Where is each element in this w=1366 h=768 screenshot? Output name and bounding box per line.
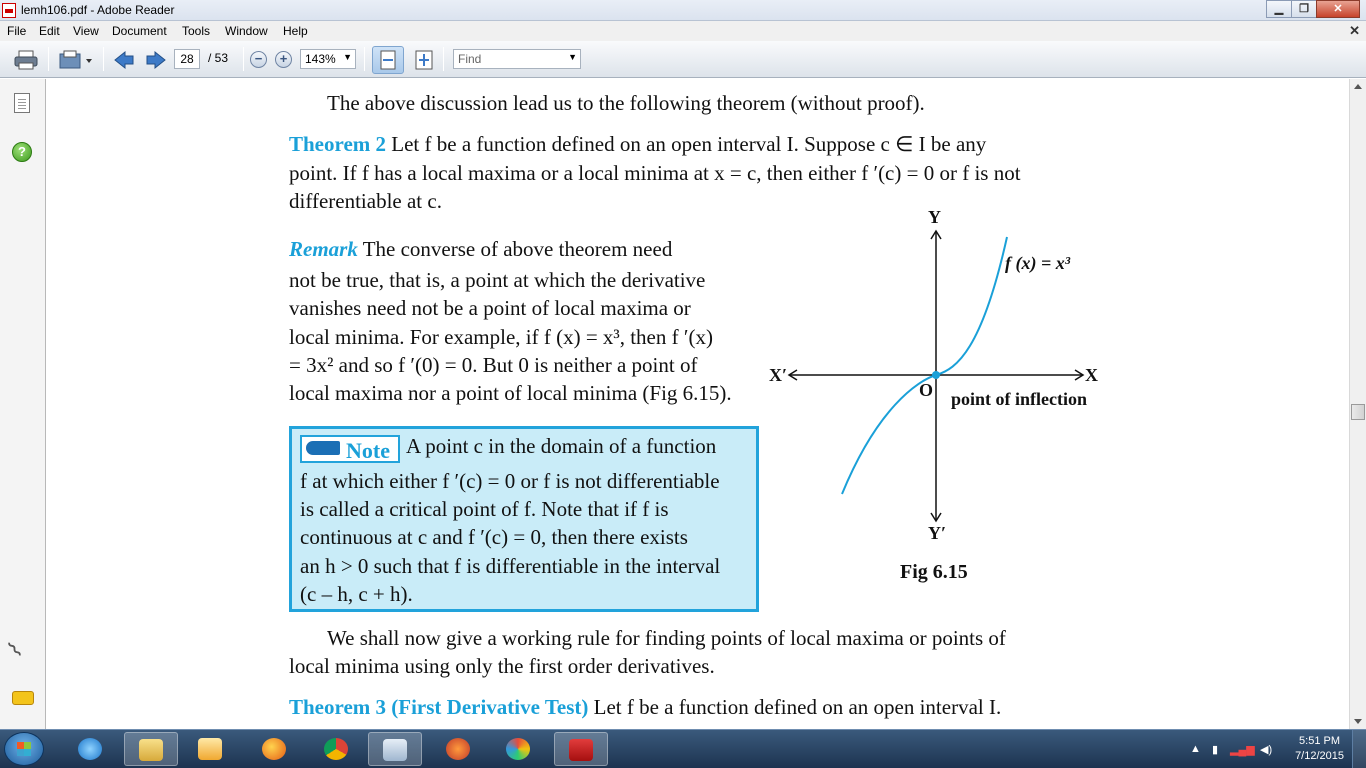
zoom-select[interactable] bbox=[300, 49, 356, 69]
taskbar-chrome[interactable] bbox=[310, 732, 364, 766]
y-neg-axis-label: Y′ bbox=[928, 523, 947, 543]
menu-bar bbox=[0, 21, 1366, 41]
scroll-up-icon[interactable] bbox=[1354, 84, 1362, 89]
clock-time: 5:51 PM bbox=[1299, 735, 1341, 747]
folder-icon bbox=[139, 739, 163, 761]
intro-text: The above discussion lead us to the following theorem (without proof). bbox=[327, 91, 925, 115]
zoom-out-button[interactable]: − bbox=[250, 51, 267, 68]
remark-line4: local minima. For example, if f (x) = x³, then f ′(x) bbox=[289, 325, 713, 349]
taskbar-file-explorer[interactable] bbox=[124, 732, 178, 766]
window-title: lemh106.pdf - Adobe Reader bbox=[21, 3, 175, 17]
menu-file[interactable]: File bbox=[7, 24, 27, 38]
find-placeholder: Find bbox=[458, 52, 482, 66]
start-button[interactable] bbox=[4, 732, 44, 766]
window-controls bbox=[1267, 0, 1360, 19]
adobe-reader-icon bbox=[569, 739, 593, 761]
curve-label: f (x) = x³ bbox=[1005, 253, 1071, 273]
note-line4: continuous at c and f ′(c) = 0, then there exists bbox=[300, 525, 688, 549]
internet-explorer-icon bbox=[78, 738, 102, 760]
note-line5: an h > 0 such that f is differentiable in the interval bbox=[300, 554, 721, 578]
taskbar-app[interactable] bbox=[368, 732, 422, 766]
scroll-thumb[interactable] bbox=[1351, 404, 1365, 420]
find-input[interactable] bbox=[453, 49, 581, 69]
y-axis-label: Y bbox=[928, 207, 941, 227]
zoom-value: 143% bbox=[305, 52, 336, 66]
minimize-button[interactable]: ▁ bbox=[1266, 0, 1292, 18]
page-thumbnails-icon[interactable] bbox=[14, 93, 30, 113]
browser-icon bbox=[446, 738, 470, 760]
restore-button[interactable]: ❐ bbox=[1291, 0, 1317, 18]
show-desktop-button[interactable] bbox=[1352, 730, 1366, 768]
cubic-curve bbox=[842, 237, 1007, 494]
taskbar-firefox-alt[interactable] bbox=[432, 732, 486, 766]
adobe-reader-icon bbox=[2, 3, 16, 18]
theorem3-line bbox=[289, 695, 1001, 720]
clock-date: 7/12/2015 bbox=[1295, 750, 1344, 762]
navigation-pane bbox=[0, 79, 46, 729]
zoom-in-button[interactable]: + bbox=[275, 51, 292, 68]
inflection-label: point of inflection bbox=[951, 389, 1088, 409]
theorem2-line3: differentiable at c. bbox=[289, 189, 442, 213]
theorem2-line2: point. If f has a local maxima or a local minima at x = c, then either f ′(c) = 0 or f is not bbox=[289, 161, 1021, 185]
x-neg-axis-label: X′ bbox=[769, 365, 788, 385]
app-icon bbox=[383, 739, 407, 761]
media-player-icon bbox=[198, 738, 222, 760]
battery-icon[interactable]: ▮ bbox=[1212, 744, 1219, 756]
toolbar bbox=[0, 41, 1366, 78]
attachments-icon[interactable]: ⌇ bbox=[2, 636, 28, 663]
note-label: Note bbox=[346, 438, 390, 463]
taskbar-adobe-reader[interactable] bbox=[554, 732, 608, 766]
title-bar bbox=[0, 0, 1366, 21]
chevron-down-icon: ▼ bbox=[343, 52, 352, 62]
menu-view[interactable]: View bbox=[73, 24, 99, 38]
remark-line5: = 3x² and so f ′(0) = 0. But 0 is neither a point of bbox=[289, 353, 698, 377]
remark-text: The converse of above theorem need bbox=[357, 237, 673, 261]
theorem3-heading: Theorem 3 (First Derivative Test) bbox=[289, 695, 589, 719]
vertical-scrollbar[interactable] bbox=[1349, 79, 1366, 729]
close-button[interactable]: ✕ bbox=[1316, 0, 1360, 18]
help-icon[interactable]: ? bbox=[12, 142, 32, 162]
network-icon[interactable]: ▂▄▆ bbox=[1230, 744, 1255, 756]
fit-width-button[interactable] bbox=[372, 46, 404, 74]
scroll-down-icon[interactable] bbox=[1354, 719, 1362, 724]
page-total: / 53 bbox=[208, 51, 229, 65]
theorem2-text: Let f be a function defined on an open interval I. Suppose c ∈ I be any bbox=[391, 132, 987, 156]
theorem2-heading: Theorem 2 bbox=[289, 132, 387, 156]
menu-edit[interactable]: Edit bbox=[39, 24, 60, 38]
close-document-icon[interactable]: ✕ bbox=[1349, 23, 1360, 38]
menu-document[interactable]: Document bbox=[112, 24, 167, 38]
page-number-input[interactable]: 28 bbox=[174, 49, 200, 69]
chrome-icon bbox=[324, 738, 348, 760]
menu-window[interactable]: Window bbox=[225, 24, 268, 38]
chevron-down-icon[interactable]: ▼ bbox=[568, 52, 577, 62]
origin-label: O bbox=[919, 380, 934, 400]
remark-line3: vanishes need not be a point of local maxima or bbox=[289, 296, 691, 320]
show-hidden-icons-icon[interactable]: ▲ bbox=[1190, 743, 1201, 755]
remark-heading: Remark bbox=[289, 237, 358, 261]
system-tray bbox=[1166, 730, 1366, 768]
firefox-icon bbox=[262, 738, 286, 760]
taskbar-paint[interactable] bbox=[492, 732, 546, 766]
note-line6: (c – h, c + h). bbox=[300, 582, 413, 606]
note-tag bbox=[300, 435, 400, 463]
taskbar-media-player[interactable] bbox=[184, 732, 238, 766]
working-rule-line2: local minima using only the first order derivatives. bbox=[289, 654, 715, 678]
note-line2: f at which either f ′(c) = 0 or f is not differentiable bbox=[300, 469, 720, 493]
working-rule-line1: We shall now give a working rule for finding points of local maxima or points of bbox=[327, 626, 1006, 650]
x-axis-label: X bbox=[1085, 365, 1098, 385]
note-line1: A point c in the domain of a function bbox=[406, 434, 717, 458]
previous-page-icon[interactable] bbox=[113, 50, 135, 70]
theorem2-line1 bbox=[289, 132, 986, 157]
comments-icon[interactable] bbox=[12, 691, 34, 705]
taskbar bbox=[0, 729, 1366, 768]
document-view bbox=[47, 79, 1349, 729]
menu-tools[interactable]: Tools bbox=[182, 24, 211, 38]
theorem3-text: Let f be a function defined on an open interval I. bbox=[593, 695, 1002, 719]
remark-line1 bbox=[289, 237, 672, 262]
paint-icon bbox=[506, 738, 530, 760]
volume-icon[interactable]: ◀) bbox=[1260, 744, 1273, 756]
taskbar-firefox[interactable] bbox=[248, 732, 302, 766]
remark-line2: not be true, that is, a point at which the derivative bbox=[289, 268, 706, 292]
remark-line6: local maxima nor a point of local minima (Fig 6.15). bbox=[289, 381, 732, 405]
print-icon[interactable] bbox=[14, 50, 38, 70]
menu-help[interactable]: Help bbox=[283, 24, 308, 38]
inflection-point bbox=[932, 371, 940, 379]
pointing-hand-icon bbox=[306, 441, 340, 455]
figure-caption: Fig 6.15 bbox=[900, 561, 968, 583]
taskbar-internet-explorer[interactable] bbox=[64, 732, 118, 766]
share-icon[interactable] bbox=[58, 50, 94, 70]
note-line3: is called a critical point of f. Note that if f is bbox=[300, 497, 669, 521]
fit-page-icon[interactable] bbox=[413, 48, 435, 72]
clock[interactable] bbox=[1295, 734, 1344, 764]
next-page-icon[interactable] bbox=[145, 50, 167, 70]
